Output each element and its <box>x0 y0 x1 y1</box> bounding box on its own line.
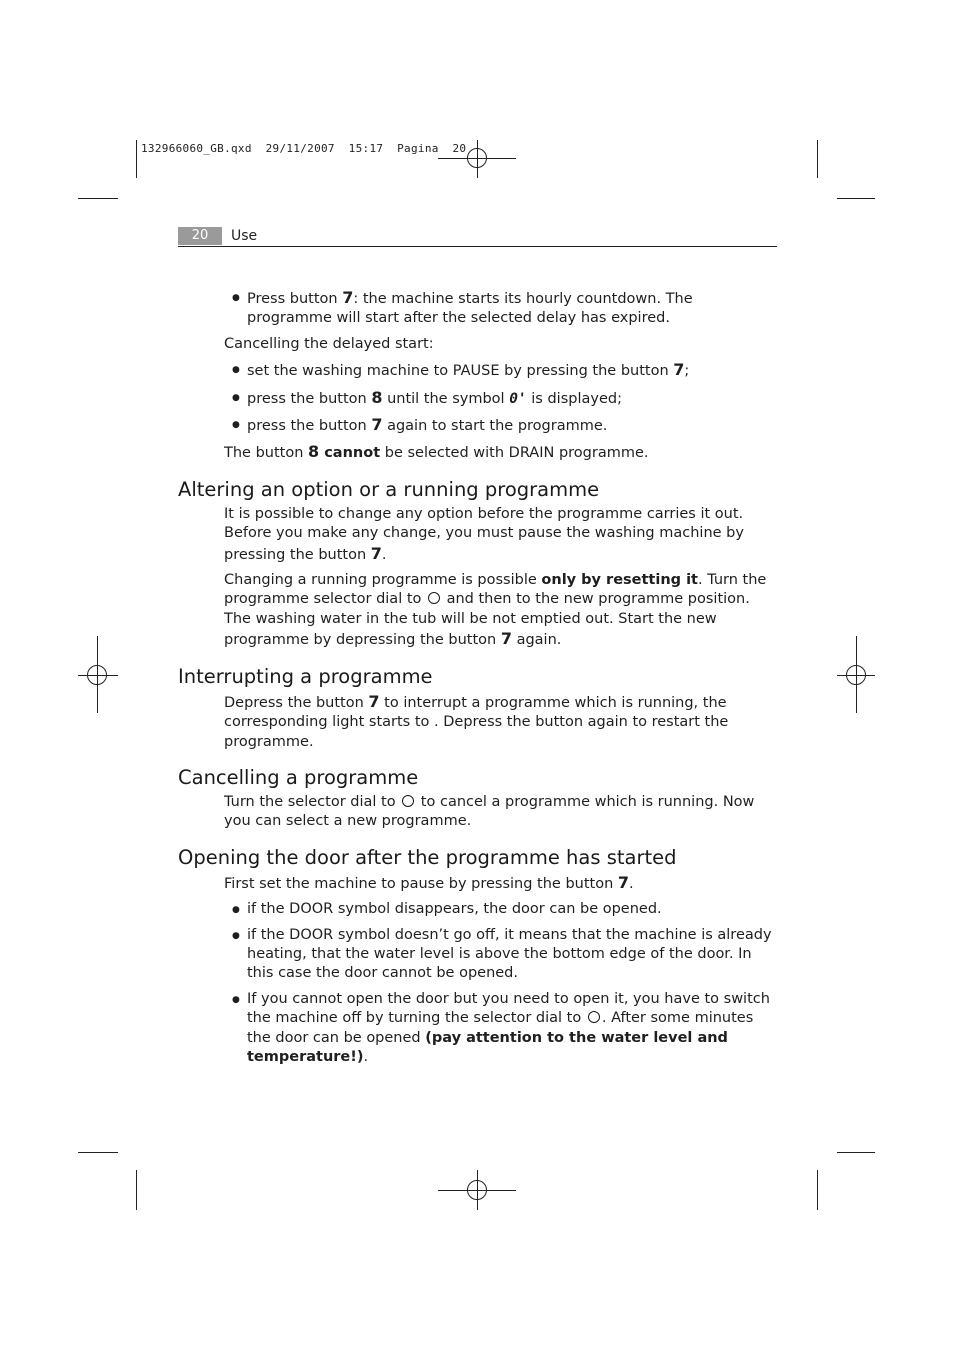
heading-interrupting: Interrupting a programme <box>178 664 433 688</box>
page-content <box>178 288 778 1073</box>
running-header-section: Use <box>231 228 258 244</box>
heading-cancelling: Cancelling a programme <box>178 765 419 789</box>
altering-paragraph-1: It is possible to change any option before the programme carries it out. Before you make any change, you must pause the washing machine by pressing the button 7. <box>224 505 744 563</box>
print-slug: 132966060_GB.qxd 29/11/2007 15:17 Pagina 20 <box>141 142 467 155</box>
heading-opening-door: Opening the door after the programme has started <box>178 845 677 869</box>
list-item: ● If you cannot open the door but you need to open it, you have to switch the machine off by turning the selector dial to . After some minutes the door can be opened (pay attention to the water level and temperature!). <box>224 990 776 1068</box>
off-position-icon <box>588 1011 600 1023</box>
cancelling-paragraph: Turn the selector dial to to cancel a programme which is running. Now you can select a new programme. <box>224 793 755 830</box>
list-item: ● press the button 8 until the symbol 0' is displayed; <box>224 388 776 409</box>
opening-paragraph: First set the machine to pause by pressing the button 7. <box>224 872 634 892</box>
drain-note: The button 8 cannot be selected with DRAIN programme. <box>224 442 649 462</box>
list-item: ● if the DOOR symbol disappears, the door can be opened. <box>224 900 776 919</box>
display-zero-symbol: 0' <box>509 390 527 407</box>
heading-altering: Altering an option or a running programme <box>178 477 600 501</box>
altering-paragraph-2: Changing a running programme is possible only by resetting it. Turn the programme selector dial to and then to the new programme position. The washing water in the tub will be not emptied out. Start the new programme by depressing the button 7 again. <box>224 572 767 649</box>
interrupting-paragraph: Depress the button 7 to interrupt a programme which is running, the corresponding light starts to . Depress the button again to restart the programme. <box>224 691 729 750</box>
off-position-icon <box>428 592 440 604</box>
off-position-icon <box>402 795 414 807</box>
list-item: ● set the washing machine to PAUSE by pressing the button 7; <box>224 360 776 381</box>
list-item: ● press the button 7 again to start the programme. <box>224 415 776 436</box>
page-number: 20 <box>178 227 222 245</box>
list-item: ● if the DOOR symbol doesn’t go off, it means that the machine is already heating, that the water level is above the bottom edge of the door. In this case the door cannot be opened. <box>224 926 776 984</box>
door-list <box>224 900 776 1067</box>
cancel-delay-label: Cancelling the delayed start: <box>224 335 434 352</box>
delay-start-list <box>224 288 776 329</box>
header-rule <box>178 246 777 247</box>
cancel-delay-list <box>224 360 776 436</box>
list-item: ● Press button 7: the machine starts its hourly countdown. The programme will start after the selected delay has expired. <box>224 288 776 329</box>
